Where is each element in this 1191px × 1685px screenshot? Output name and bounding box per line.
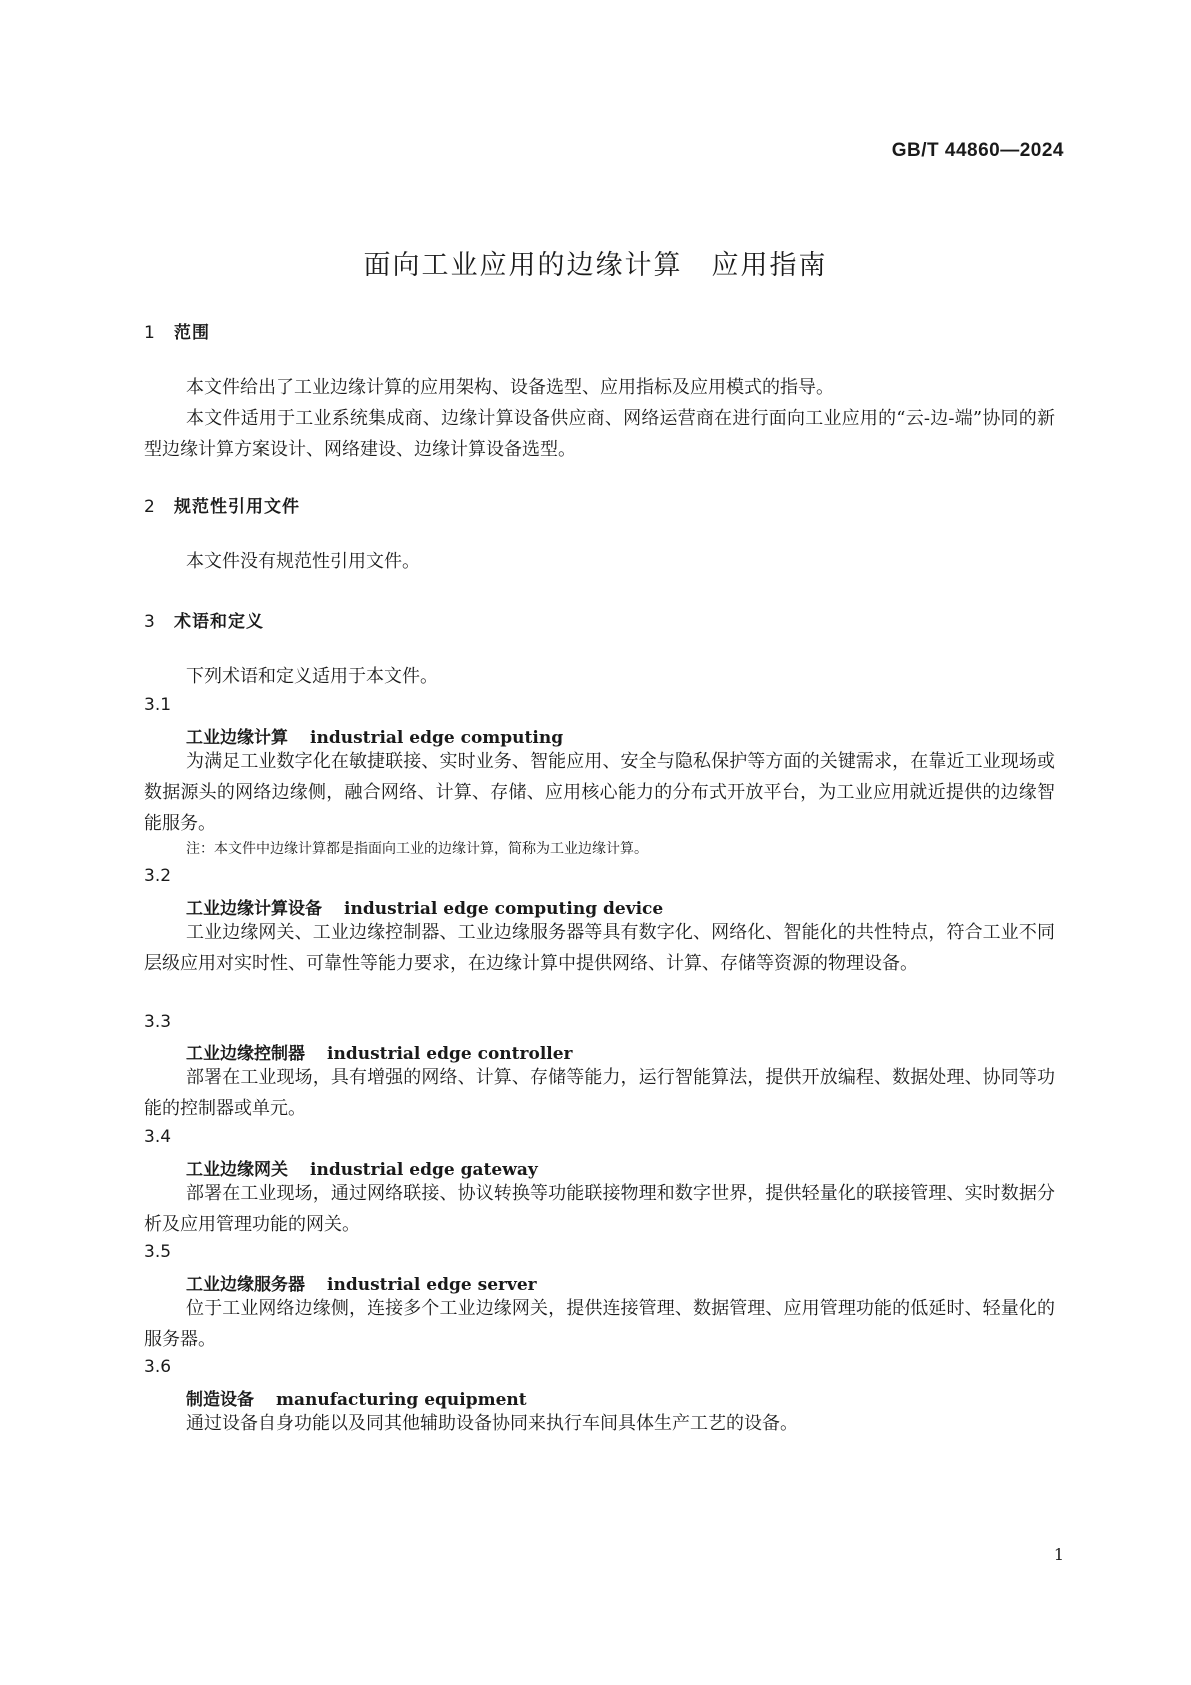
section-number: 2 — [144, 497, 156, 517]
term-name-en: industrial edge computing device — [344, 899, 664, 919]
term-name-zh: 工业边缘网关 — [186, 1160, 288, 1180]
term-heading — [186, 1155, 538, 1180]
term-number: 3.2 — [144, 866, 172, 886]
term-definition: 工业边缘网关、工业边缘控制器、工业边缘服务器等具有数字化、网络化、智能化的共性特点，符合工业不同层级应用对实时性、可靠性等能力要求，在边缘计算中提供网络、计算、存储等资源的物理设备。 — [144, 922, 1055, 974]
section-number: 1 — [144, 323, 156, 343]
term-name-en: industrial edge gateway — [310, 1160, 538, 1180]
scope-paragraph-2: 本文件适用于工业系统集成商、边缘计算设备供应商、网络运营商在进行面向工业应用的“云-边-端”协同的新型边缘计算方案设计、网络建设、边缘计算设备选型。 — [144, 408, 1055, 460]
term-number: 3.6 — [144, 1357, 172, 1377]
term-name-en: industrial edge server — [327, 1275, 537, 1295]
normative-paragraph: 本文件没有规范性引用文件。 — [186, 551, 420, 572]
term-definition: 为满足工业数字化在敏捷联接、实时业务、智能应用、安全与隐私保护等方面的关键需求，在靠近工业现场或数据源头的网络边缘侧，融合网络、计算、存储、应用核心能力的分布式开放平台，为工业应用就近提供的边缘智能服务。 — [144, 751, 1055, 834]
term-note: 注：本文件中边缘计算都是指面向工业的边缘计算，简称为工业边缘计算。 — [186, 841, 648, 857]
section-title: 规范性引用文件 — [174, 497, 300, 517]
section-heading-normative-references — [144, 492, 300, 517]
term-name-zh: 工业边缘计算设备 — [186, 899, 322, 919]
section-title: 范围 — [174, 323, 210, 343]
term-name-zh: 工业边缘服务器 — [186, 1275, 305, 1295]
term-number: 3.4 — [144, 1127, 172, 1147]
term-definition: 位于工业网络边缘侧，连接多个工业边缘网关，提供连接管理、数据管理、应用管理功能的低延时、轻量化的服务器。 — [144, 1298, 1055, 1350]
term-name-en: manufacturing equipment — [276, 1390, 527, 1410]
term-name-zh: 工业边缘计算 — [186, 728, 288, 748]
term-number: 3.3 — [144, 1012, 172, 1032]
term-name-en: industrial edge controller — [327, 1044, 573, 1064]
term-definition: 部署在工业现场，具有增强的网络、计算、存储等能力，运行智能算法，提供开放编程、数据处理、协同等功能的控制器或单元。 — [144, 1067, 1055, 1119]
section-heading-terms — [144, 607, 264, 632]
page-number: 1 — [1053, 1545, 1064, 1564]
term-number: 3.1 — [144, 695, 172, 715]
term-heading — [186, 723, 563, 748]
term-definition: 部署在工业现场，通过网络联接、协议转换等功能联接物理和数字世界，提供轻量化的联接管理、实时数据分析及应用管理功能的网关。 — [144, 1183, 1055, 1235]
term-heading — [186, 894, 663, 919]
term-heading — [186, 1039, 573, 1064]
term-heading — [186, 1385, 527, 1410]
term-heading — [186, 1270, 537, 1295]
document-title: 面向工业应用的边缘计算 应用指南 — [363, 250, 828, 281]
term-name-zh: 制造设备 — [186, 1390, 254, 1410]
term-number: 3.5 — [144, 1242, 172, 1262]
standard-number: GB/T 44860—2024 — [891, 140, 1064, 161]
term-name-en: industrial edge computing — [310, 728, 564, 748]
scope-paragraph-1: 本文件给出了工业边缘计算的应用架构、设备选型、应用指标及应用模式的指导。 — [186, 377, 834, 398]
term-definition: 通过设备自身功能以及同其他辅助设备协同来执行车间具体生产工艺的设备。 — [186, 1413, 798, 1434]
term-name-zh: 工业边缘控制器 — [186, 1044, 305, 1064]
section-number: 3 — [144, 612, 156, 632]
terms-intro: 下列术语和定义适用于本文件。 — [186, 666, 438, 687]
section-heading-scope — [144, 318, 210, 343]
section-title: 术语和定义 — [174, 612, 264, 632]
